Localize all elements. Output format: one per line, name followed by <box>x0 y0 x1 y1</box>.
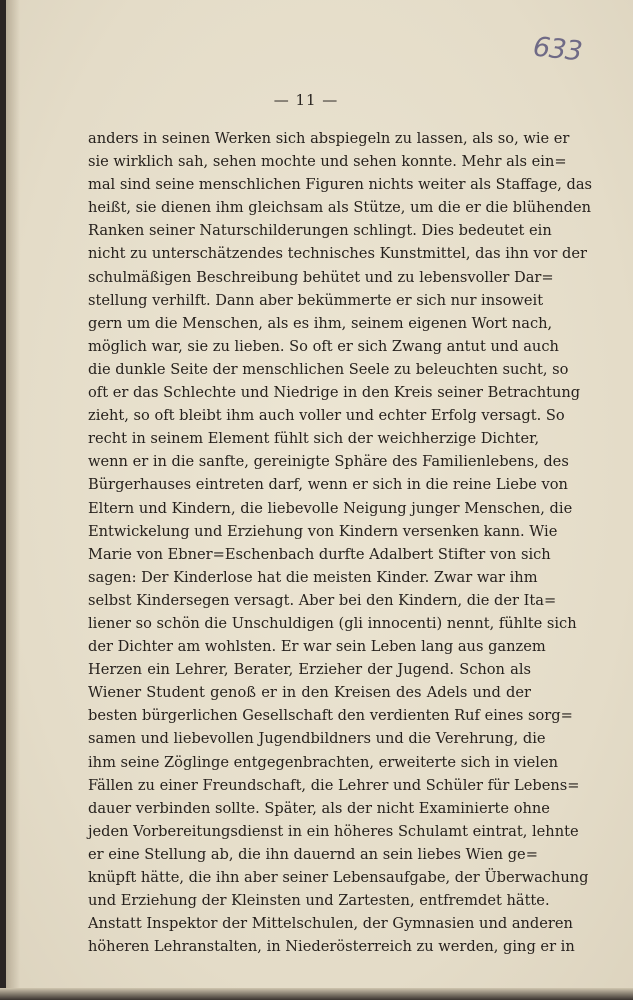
text-line: ihm seine Zöglinge entgegenbrachten, erweiterte sich in vielen <box>88 753 559 771</box>
text-line: Herzen ein Lehrer, Berater, Erzieher der Jugend. Schon als <box>88 661 531 679</box>
text-line: Ranken seiner Naturschilderungen schlingt. Dies bedeutet ein <box>88 222 552 240</box>
text-line: besten bürgerlichen Gesellschaft den verdienten Ruf eines sorg= <box>88 707 573 725</box>
text-line: oft er das Schlechte und Niedrige in den Kreis seiner Betrachtung <box>88 384 581 402</box>
text-line: Anstatt Inspektor der Mittelschulen, der Gymnasien und anderen <box>88 915 573 933</box>
text-line: wenn er in die sanfte, gereinigte Sphäre des Familienlebens, des <box>88 453 569 471</box>
text-line: Fällen zu einer Freundschaft, die Lehrer und Schüler für Lebens= <box>88 776 580 794</box>
text-line: Marie von Ebner=Eschenbach durfte Adalbert Stifter von sich <box>88 545 551 563</box>
text-line: nicht zu unterschätzendes technisches Kunstmittel, das ihn vor der <box>88 245 587 263</box>
text-line: anders in seinen Werken sich abspiegeln zu lassen, als so, wie er <box>88 130 570 147</box>
text-line: sagen: Der Kinderlose hat die meisten Kinder. Zwar war ihm <box>88 568 538 586</box>
text-line: selbst Kindersegen versagt. Aber bei den Kindern, die der Ita= <box>88 591 557 609</box>
text-line: stellung verhilft. Dann aber bekümmerte er sich nur insoweit <box>88 291 544 309</box>
text-line: heißt, sie dienen ihm gleichsam als Stütze, um die er die blühenden <box>88 199 591 217</box>
text-line: recht in seinem Element fühlt sich der weichherzige Dichter, <box>88 430 540 448</box>
book-page <box>6 0 633 994</box>
text-line: sie wirklich sah, sehen mochte und sehen konnte. Mehr als ein= <box>88 153 567 171</box>
text-line: er eine Stellung ab, die ihn dauernd an sein liebes Wien ge= <box>88 845 538 863</box>
text-line: mal sind seine menschlichen Figuren nichts weiter als Staffage, das <box>88 176 593 194</box>
text-line: zieht, so oft bleibt ihm auch voller und echter Erfolg versagt. So <box>88 407 565 425</box>
text-line: knüpft hätte, die ihn aber seiner Lebensaufgabe, der Überwachung <box>88 869 589 886</box>
binding-shadow <box>6 0 20 994</box>
text-line: Bürgerhauses eintreten darf, wenn er sich in die reine Liebe von <box>88 476 568 494</box>
text-line: die dunkle Seite der menschlichen Seele zu beleuchten sucht, so <box>88 360 569 378</box>
body-text <box>88 127 593 958</box>
text-line: samen und liebevollen Jugendbildners und die Verehrung, die <box>88 730 546 748</box>
page-bottom-edge <box>0 988 633 1000</box>
text-line: Entwickelung und Erziehung von Kindern versenken kann. Wie <box>88 522 558 540</box>
text-line: gern um die Menschen, als es ihm, seinem eigenen Wort nach, <box>88 314 553 332</box>
handwritten-folio-number: 633 <box>531 31 584 68</box>
text-line: Eltern und Kindern, die liebevolle Neigung junger Menschen, die <box>88 499 573 517</box>
page-number: — 11 — <box>273 91 339 109</box>
text-line: Wiener Student genoß er in den Kreisen des Adels und der <box>88 684 531 702</box>
text-line: der Dichter am wohlsten. Er war sein Leben lang aus ganzem <box>88 638 546 656</box>
text-line: höheren Lehranstalten, in Niederösterreich zu werden, ging er in <box>88 938 575 956</box>
text-line: schulmäßigen Beschreibung behütet und zu lebensvoller Dar= <box>88 268 554 286</box>
text-line: dauer verbinden sollte. Später, als der nicht Examinierte ohne <box>88 799 550 817</box>
text-line: möglich war, sie zu lieben. So oft er sich Zwang antut und auch <box>88 337 559 355</box>
text-line: und Erziehung der Kleinsten und Zartesten, entfremdet hätte. <box>88 892 550 910</box>
text-line: jeden Vorbereitungsdienst in ein höheres Schulamt eintrat, lehnte <box>88 822 579 840</box>
text-line: liener so schön die Unschuldigen (gli innocenti) nennt, fühlte sich <box>88 614 577 632</box>
